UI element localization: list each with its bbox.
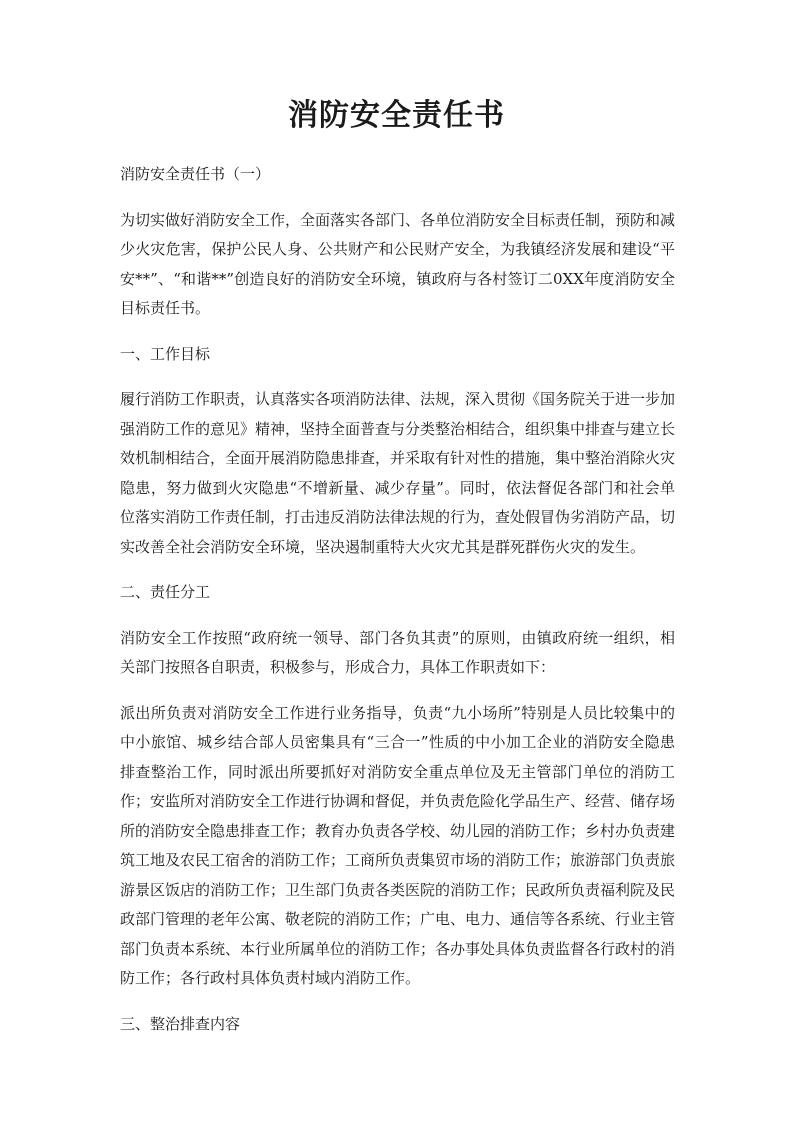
document-subtitle: 消防安全责任书（一） xyxy=(120,165,271,183)
section-body-responsibility-duties: 派出所负责对消防安全工作进行业务指导，负责“九小场所”特别是人员比较集中的中小旅馆、城乡结合部人员密集具有“三合一”性质的中小加工企业的消防安全隐患排查整治工作，同时派出所要抓好对消防安全重点单位及无主管部门单位的消防工作；安监所对消防安全工作进行协调和督促，并负责危险化学品生产、经营、储存场所的消防安全隐患排查工作；教育办负责各学校、幼儿园的消防工作；乡村办负责建筑工地及农民工宿舍的消防工作；工商所负责集贸市场的消防工作；旅游部门负责旅游景区饭店的消防工作；卫生部门负责各类医院的消防工作；民政所负责福利院及民政部门管理的老年公寓、敬老院的消防工作；广电、电力、通信等各系统、行业主管部门负责本系统、本行业所属单位的消防工作；各办事处具体负责监督各行政村的消防工作；各行政村具体负责村域内消防工作。 xyxy=(120,703,676,987)
section-heading-responsibility: 二、责任分工 xyxy=(120,583,211,601)
document-body xyxy=(120,160,675,1055)
intro-paragraph: 为切实做好消防安全工作，全面落实各部门、各单位消防安全目标责任制，预防和减少火灾危害，保护公民人身、公共财产和公民财产安全，为我镇经济发展和建设“平安**”、“和谐**”创造良好的消防安全环境，镇政府与各村签订二0XX年度消防安全目标责任书。 xyxy=(120,210,676,317)
document-title: 消防安全责任书 xyxy=(288,98,505,133)
section-body-work-goal: 履行消防工作职责，认真落实各项消防法律、法规，深入贯彻《国务院关于进一步加强消防工作的意见》精神，坚持全面普查与分类整治相结合，组织集中排查与建立长效机制相结合，全面开展消防隐患排查，并采取有针对性的措施，集中整治消除火灾隐患，努力做到火灾隐患“不增新量、减少存量”。同时，依法督促各部门和社会单位落实消防工作责任制，打击违反消防法律法规的行为，查处假冒伪劣消防产品，切实改善全社会消防安全环境，坚决遏制重特大火灾尤其是群死群伤火灾的发生。 xyxy=(120,390,676,556)
section-heading-inspection: 三、整治排查内容 xyxy=(120,1014,241,1033)
section-body-responsibility-principle: 消防安全工作按照“政府统一领导、部门各负其责”的原则，由镇政府统一组织，相关部门按照各自职责，积极参与，形成合力，具体工作职责如下： xyxy=(120,628,675,676)
section-heading-work-goal: 一、工作目标 xyxy=(120,344,211,363)
